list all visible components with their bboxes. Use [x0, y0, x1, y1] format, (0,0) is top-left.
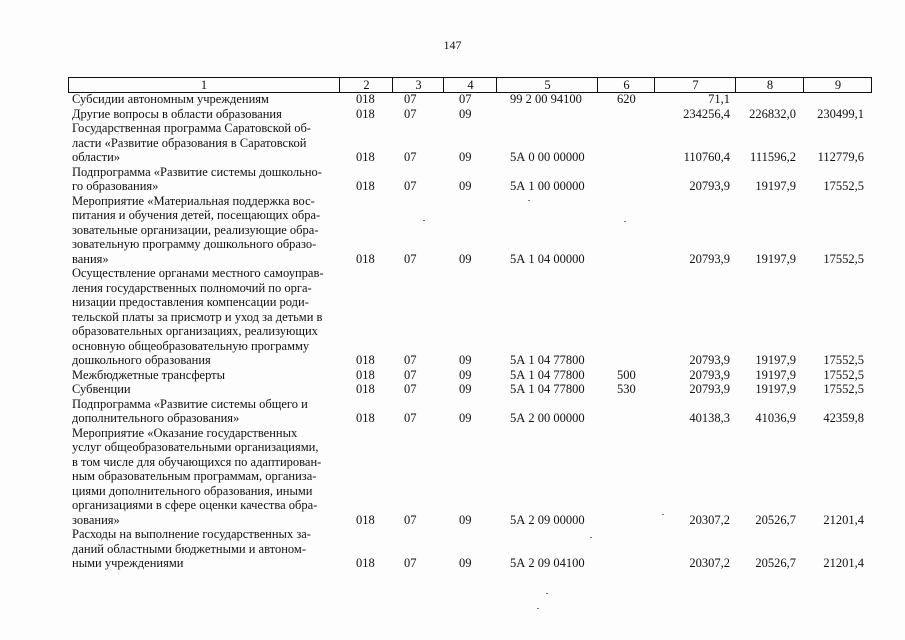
row-subsection: 09: [459, 556, 472, 570]
row-amount-col9: 21201,4: [823, 556, 864, 570]
row-subsection: 09: [459, 179, 472, 193]
row-section: 07: [404, 411, 417, 425]
row-target-article: 5А 2 09 00000: [510, 512, 585, 527]
row-target-article: 5А 1 00 00000: [510, 179, 585, 193]
row-amount-col7: 20793,9: [689, 382, 730, 396]
row-amount-col8: 19197,9: [755, 179, 796, 193]
scan-speck: [662, 514, 664, 515]
row-target-article: 5А 2 09 04100: [510, 556, 585, 570]
row-description: Государственная программа Саратовской об- ласти «Развитие образования в Саратовской области»: [72, 121, 311, 164]
header-col-9: 9: [803, 78, 872, 92]
row-target-article: 5А 0 00 00000: [510, 150, 585, 164]
row-amount-col8: 41036,9: [755, 411, 796, 425]
row-amount-col7: 20793,9: [689, 367, 730, 382]
row-amount-col7: 71,1: [708, 92, 730, 106]
scan-speck: [590, 537, 592, 538]
page-number: 147: [443, 38, 462, 52]
row-section: 07: [404, 92, 417, 106]
header-col-6: 6: [597, 78, 655, 92]
row-amount-col9: 17552,5: [823, 367, 864, 382]
table-row: [68, 107, 870, 122]
row-amount-col7: 20793,9: [689, 251, 730, 266]
table-row: [68, 165, 870, 194]
row-amount-col9: 21201,4: [823, 512, 864, 527]
row-amount-col8: 19197,9: [755, 353, 796, 367]
row-amount-col7: 110760,4: [683, 150, 730, 164]
row-chapter: 018: [356, 556, 375, 570]
header-col-7: 7: [654, 78, 736, 92]
row-chapter: 018: [356, 367, 375, 382]
row-subsection: 09: [459, 353, 472, 367]
row-section: 07: [404, 251, 417, 266]
row-chapter: 018: [356, 179, 375, 193]
row-section: 07: [404, 556, 417, 570]
row-chapter: 018: [356, 353, 375, 367]
row-chapter: 018: [356, 512, 375, 527]
table-row: [68, 194, 870, 267]
row-amount-col7: 20793,9: [689, 179, 730, 193]
row-description: Другие вопросы в области образования: [72, 106, 282, 121]
row-amount-col8: 111596,2: [750, 150, 796, 164]
table-row: [68, 368, 870, 383]
row-subsection: 09: [459, 106, 472, 121]
header-col-1: 1: [200, 78, 208, 92]
row-amount-col8: 19197,9: [755, 382, 796, 396]
row-description: Мероприятие «Оказание государственных услуг общеобразовательными организациями, в том числе для обучающихся по адаптирован- ным образовательным программам, организа- циями дополнительного образования, иными организациями в сфере оценки качества обра- зования»: [72, 425, 322, 527]
row-amount-col7: 234256,4: [683, 106, 730, 121]
row-target-article: 99 2 00 94100: [510, 92, 582, 106]
row-amount-col8: 19197,9: [755, 251, 796, 266]
row-target-article: 5А 1 04 00000: [510, 251, 585, 266]
header-col-2: 2: [339, 78, 393, 92]
row-target-article: 5А 2 00 00000: [510, 411, 585, 425]
row-description: Подпрограмма «Развитие системы общего и дополнительного образования»: [72, 396, 308, 425]
table-row: [68, 426, 870, 528]
row-chapter: 018: [356, 411, 375, 425]
row-amount-col7: 20793,9: [689, 353, 730, 367]
row-section: 07: [404, 382, 417, 396]
row-amount-col7: 20307,2: [689, 512, 730, 527]
row-section: 07: [404, 367, 417, 382]
table-row: [68, 397, 870, 426]
table-body: [68, 92, 870, 571]
scan-speck: [423, 220, 425, 221]
row-expense-type: 620: [617, 92, 636, 106]
row-amount-col8: 226832,0: [749, 106, 796, 121]
row-section: 07: [404, 106, 417, 121]
row-subsection: 07: [459, 92, 472, 106]
row-expense-type: 530: [617, 382, 636, 396]
row-section: 07: [404, 150, 417, 164]
row-amount-col8: 20526,7: [755, 512, 796, 527]
row-amount-col9: 17552,5: [823, 353, 864, 367]
row-chapter: 018: [356, 92, 375, 106]
row-amount-col9: 112779,6: [817, 150, 864, 164]
row-amount-col9: 230499,1: [817, 106, 864, 121]
table-header: [68, 77, 872, 93]
row-section: 07: [404, 353, 417, 367]
row-subsection: 09: [459, 512, 472, 527]
row-amount-col8: 19197,9: [755, 367, 796, 382]
row-expense-type: 500: [617, 367, 636, 382]
row-amount-col7: 20307,2: [689, 556, 730, 570]
row-amount-col8: 20526,7: [755, 556, 796, 570]
row-subsection: 09: [459, 251, 472, 266]
row-subsection: 09: [459, 367, 472, 382]
row-section: 07: [404, 512, 417, 527]
row-description: Осуществление органами местного самоуправ- ления государственных полномочий по орга- низации предоставления компенсации роди- тельской платы за присмотр и уход за детьми в образовательных организациях, реализующих основную общеобразовательную программу дошкольного образования: [72, 266, 324, 367]
row-amount-col9: 17552,5: [823, 382, 864, 396]
row-description: Расходы на выполнение государственных за- даний областными бюджетными и автоном- ными учреждениями: [72, 527, 311, 570]
header-col-8: 8: [735, 78, 804, 92]
row-subsection: 09: [459, 382, 472, 396]
row-subsection: 09: [459, 411, 472, 425]
row-amount-col7: 40138,3: [689, 411, 730, 425]
table-row: [68, 527, 870, 571]
row-target-article: 5А 1 04 77800: [510, 353, 585, 367]
header-col-3: 3: [392, 78, 444, 92]
row-description: Межбюджетные трансферты: [72, 367, 226, 382]
scan-speck: [546, 593, 548, 594]
row-amount-col9: 17552,5: [823, 179, 864, 193]
scan-speck: [624, 221, 626, 222]
row-chapter: 018: [356, 150, 375, 164]
row-description: Подпрограмма «Развитие системы дошкольно- го образования»: [72, 164, 322, 193]
row-target-article: 5А 1 04 77800: [510, 367, 585, 382]
table-row: [68, 121, 870, 165]
row-amount-col9: 42359,8: [823, 411, 864, 425]
header-col-5: 5: [496, 78, 598, 92]
row-description: Субвенции: [72, 382, 131, 396]
row-amount-col9: 17552,5: [823, 251, 864, 266]
scan-speck: [537, 608, 539, 609]
row-subsection: 09: [459, 150, 472, 164]
row-target-article: 5А 1 04 77800: [510, 382, 585, 396]
header-col-4: 4: [443, 78, 497, 92]
row-chapter: 018: [356, 106, 375, 121]
row-chapter: 018: [356, 382, 375, 396]
table-row: [68, 92, 870, 107]
row-description: Мероприятие «Материальная поддержка вос- питания и обучения детей, посещающих обра- зовательные организации, реализующие обра- зовательную программу дошкольного образо- вания»: [72, 193, 321, 266]
table-row: [68, 382, 870, 397]
row-section: 07: [404, 179, 417, 193]
row-description: Субсидии автономным учреждениям: [72, 92, 269, 106]
scan-speck: [528, 200, 530, 201]
row-chapter: 018: [356, 251, 375, 266]
table-row: [68, 266, 870, 368]
